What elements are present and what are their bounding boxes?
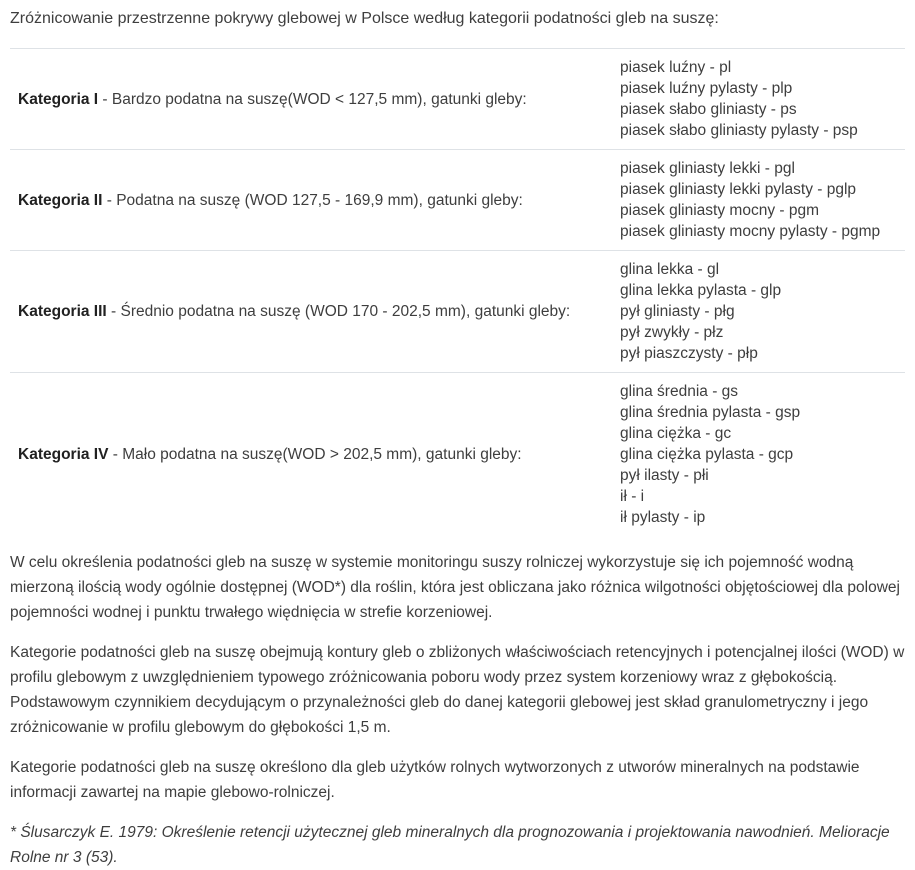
soil-item: ił - i [620, 488, 645, 505]
category-table-body [10, 49, 905, 537]
soil-item: piasek luźny - pl [620, 59, 732, 76]
table-row [10, 251, 905, 373]
paragraph: Kategorie podatności gleb na suszę określono dla gleb użytków rolnych wytworzonych z utworów mineralnych na podstawie informacji zawartej na mapie glebowo-rolniczej. [10, 759, 860, 801]
soil-item: glina ciężka - gc [620, 425, 732, 442]
soil-item: glina średnia pylasta - gsp [620, 404, 801, 421]
footnote: * Ślusarczyk E. 1979: Określenie retencji użytecznej gleb mineralnych dla prognozowania i projektowania nawodnień. Melioracje Rolne nr 3 (53). [10, 824, 890, 866]
soil-item: piasek gliniasty lekki - pgl [620, 160, 795, 177]
soil-item: piasek słabo gliniasty pylasty - psp [620, 122, 858, 139]
soil-item: piasek gliniasty mocny pylasty - pgmp [620, 223, 881, 240]
paragraph: W celu określenia podatności gleb na suszę w systemie monitoringu suszy rolniczej wykorzystuje się ich pojemność wodną mierzoną ilością wody ogólnie dostępnej (WOD*) dla roślin, która jest obliczana jako różnica wilgotności objętościowej dla polowej pojemności wodnej i punktu trwałego więdnięcia w strefie korzeniowej. [10, 554, 900, 621]
category-cell [10, 49, 620, 150]
category-description: - Bardzo podatna na suszę(WOD < 127,5 mm), gatunki gleby: [102, 90, 527, 108]
soil-item: pył ilasty - płi [620, 467, 709, 484]
category-label: Kategoria III [18, 303, 107, 320]
category-description: - Średnio podatna na suszę (WOD 170 - 202,5 mm), gatunki gleby: [111, 303, 571, 320]
table-row [10, 150, 905, 251]
soil-item: ił pylasty - ip [620, 509, 706, 526]
soil-list [620, 251, 905, 373]
paragraph: Kategorie podatności gleb na suszę obejmują kontury gleb o zbliżonych właściwościach retencyjnych i potencjalnej ilości (WOD) w profilu glebowym z uwzględnieniem typowego zróżnicowania poboru wody przez system korzeniowy wraz z głębokością. Podstawowym czynnikiem decydującym o przynależności gleb do danej kategorii glebowej jest skład granulometryczny i jego zróżnicowanie w profilu glebowym do głębokości 1,5 m. [10, 644, 905, 736]
soil-item: glina ciężka pylasta - gcp [620, 446, 794, 463]
category-cell [10, 251, 620, 373]
category-cell [10, 373, 620, 537]
category-description: - Mało podatna na suszę(WOD > 202,5 mm), gatunki gleby: [112, 446, 522, 463]
soil-item: piasek gliniasty lekki pylasty - pglp [620, 181, 857, 198]
category-label: Kategoria IV [18, 446, 109, 463]
soil-list [620, 150, 905, 251]
page-title: Zróżnicowanie przestrzenne pokrywy glebowej w Polsce według kategorii podatności gleb na suszę: [10, 10, 719, 27]
soil-item: pył gliniasty - płg [620, 303, 735, 320]
category-label: Kategoria II [18, 191, 103, 209]
soil-list [620, 49, 905, 150]
soil-list [620, 373, 905, 537]
category-cell [10, 150, 620, 251]
soil-item: glina średnia - gs [620, 383, 739, 400]
paragraphs [10, 550, 905, 805]
soil-item: glina lekka - gl [620, 261, 720, 278]
table-row [10, 49, 905, 150]
soil-item: piasek gliniasty mocny - pgm [620, 202, 819, 219]
soil-category-table [10, 48, 905, 536]
soil-item: piasek słabo gliniasty - ps [620, 101, 797, 118]
soil-item: pył zwykły - płz [620, 324, 724, 341]
category-label: Kategoria I [18, 90, 99, 108]
soil-item: pył piaszczysty - płp [620, 345, 758, 362]
table-row [10, 373, 905, 537]
soil-item: piasek luźny pylasty - plp [620, 80, 793, 97]
soil-item: glina lekka pylasta - glp [620, 282, 782, 299]
category-description: - Podatna na suszę (WOD 127,5 - 169,9 mm), gatunki gleby: [106, 191, 523, 209]
